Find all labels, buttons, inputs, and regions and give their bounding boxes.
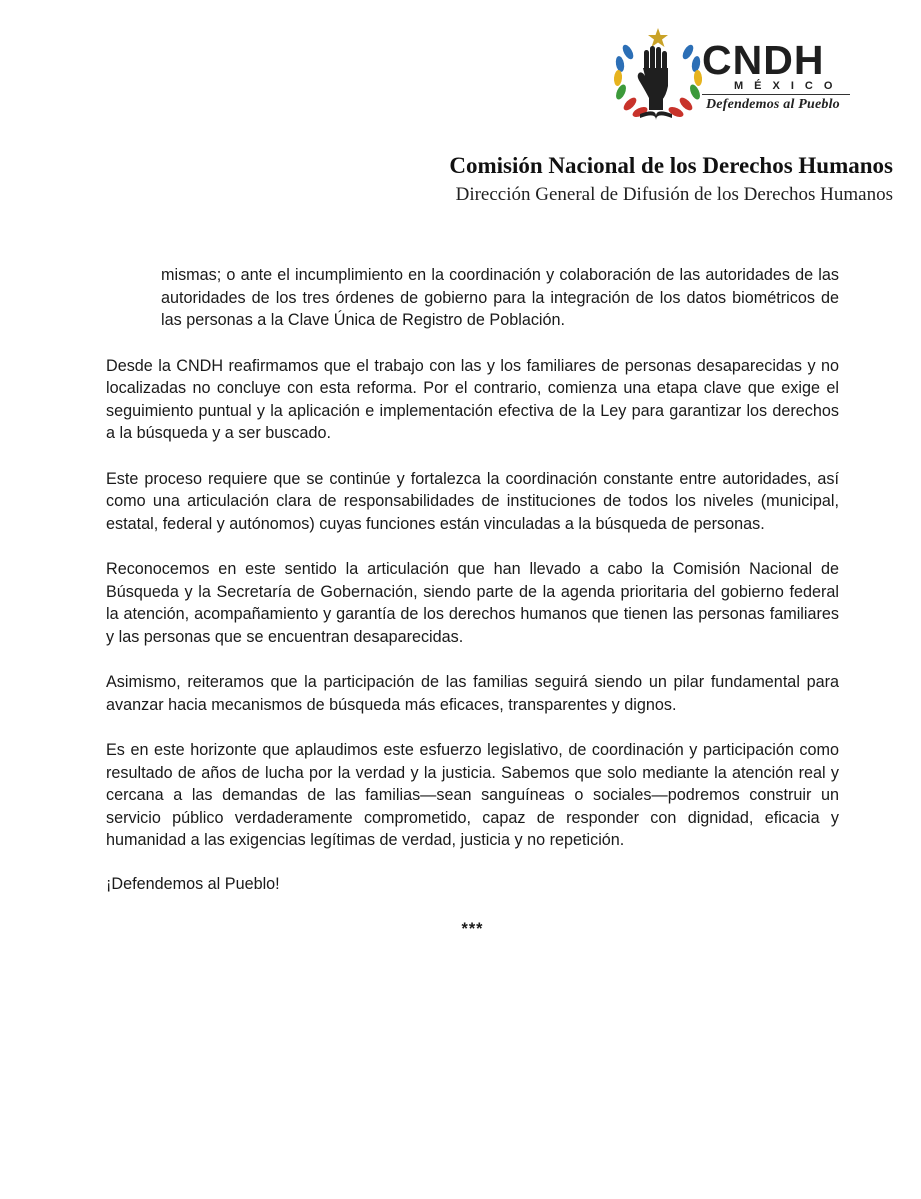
book-base-icon xyxy=(640,111,672,120)
paragraph: Este proceso requiere que se continúe y fortalezca la coordinación constante entre autoridades, así como una articulación clara de responsabilidades de instituciones de todos los niveles (municipal, estatal, federal y autónomos) cuyas funciones están vinculadas a la búsqueda de personas. xyxy=(106,469,839,533)
logo-divider xyxy=(702,94,850,95)
right-laurel-icon xyxy=(667,43,702,119)
document-body xyxy=(106,264,839,941)
logo-name: CNDH xyxy=(702,37,825,83)
cndh-logo xyxy=(610,26,855,126)
closing-slogan: ¡Defendemos al Pueblo! xyxy=(106,874,280,893)
cndh-emblem-icon xyxy=(610,26,702,126)
star-icon xyxy=(648,28,668,47)
organization-title: Comisión Nacional de los Derechos Humanos xyxy=(449,153,893,178)
raised-hand-icon xyxy=(638,46,668,110)
logo-motto: Defendemos al Pueblo xyxy=(706,97,840,112)
paragraph-continuation: mismas; o ante el incumplimiento en la coordinación y colaboración de las autoridades de las autoridades de los tres órdenes de gobierno para la integración de los datos biométricos de las personas a la Clave Única de Registro de Población. xyxy=(161,266,839,329)
paragraph: Asimismo, reiteramos que la participación de las familias seguirá siendo un pilar fundamental para avanzar hacia mecanismos de búsqueda más eficaces, transparentes y dignos. xyxy=(106,673,839,714)
end-mark: *** xyxy=(461,920,484,938)
paragraph: Desde la CNDH reafirmamos que el trabajo con las y los familiares de personas desaparecidas y no localizadas no concluye con esta reforma. Por el contrario, comienza una etapa clave que exige el seguimiento puntual y la aplicación e implementación efectiva de la Ley para garantizar los derechos a la búsqueda y a ser buscado. xyxy=(106,356,839,442)
letterhead xyxy=(449,150,893,208)
paragraph: Es en este horizonte que aplaudimos este esfuerzo legislativo, de coordinación y participación como resultado de años de lucha por la verdad y la justicia. Sabemos que solo mediante la atención real y cercana a las demandas de las familias—sean sanguíneas o sociales—podremos construir un servicio público verdaderamente comprometido, capaz de responder con dignidad, eficacia y humanidad a las exigencias legítimas de verdad, justicia y no repetición. xyxy=(106,741,839,849)
logo-country: MÉXICO xyxy=(734,80,844,92)
department-subtitle: Dirección General de Difusión de los Derechos Humanos xyxy=(455,184,893,205)
logo-wordmark xyxy=(702,37,854,113)
paragraph: Reconocemos en este sentido la articulación que han llevado a cabo la Comisión Nacional de Búsqueda y la Secretaría de Gobernación, siendo parte de la agenda prioritaria del gobierno federal la atención, acompañamiento y garantía de los derechos humanos que tienen las personas familiares y las personas que se encuentran desaparecidas. xyxy=(106,560,839,646)
